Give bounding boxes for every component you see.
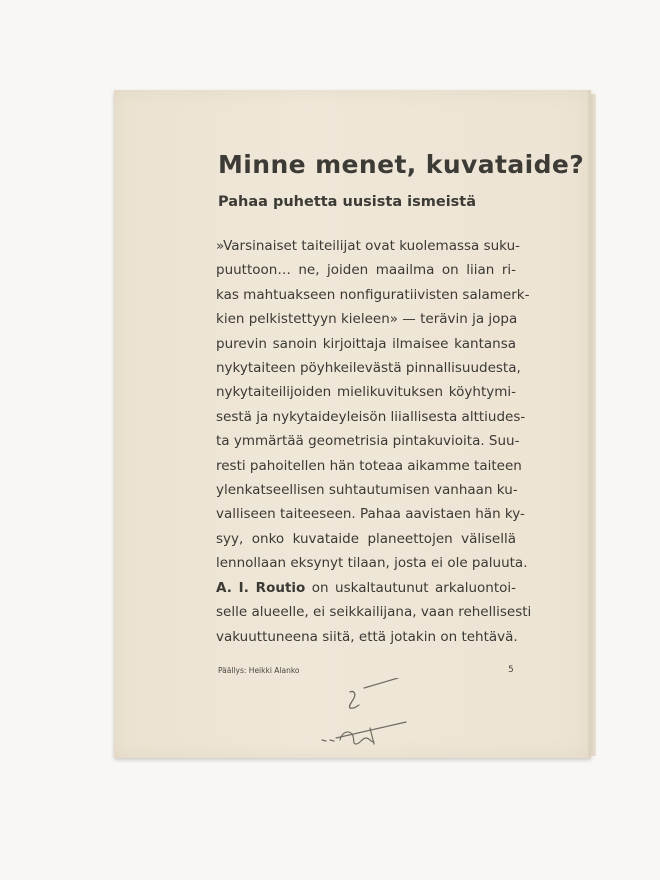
blurb-line: selle alueelle, ei seikkailijana, vaan rehellisesti	[216, 604, 532, 621]
blurb-line: syy, onko kuvataide planeettojen välisellä	[216, 530, 516, 547]
blurb-line-author	[216, 576, 516, 600]
blurb-line: valliseen taiteeseen. Pahaa aavistaen hän ky-	[216, 506, 525, 523]
blurb-line: ylenkatseellisen suhtautumisen vanhaan ku-	[216, 482, 518, 499]
page-number: 5	[508, 665, 514, 675]
blurb-line: kas mahtuakseen nonfiguratiivisten salamerk-	[216, 286, 530, 303]
blurb-line: ta ymmärtää geometrisia pintakuvioita. Suu-	[216, 433, 520, 450]
cover-subtitle: Pahaa puhetta uusista ismeistä	[218, 194, 477, 210]
cover-credit: Päällys: Heikki Alanko	[218, 666, 300, 675]
blurb-line: puuttoon… ne, joiden maailma on liian ri-	[216, 262, 516, 279]
page-edge	[590, 94, 596, 756]
blurb-line: sestä ja nykytaideyleisön liiallisesta alttiudes-	[216, 408, 526, 425]
blurb-line: nykytaiteen pöyhkeilevästä pinnallisuudesta,	[216, 360, 521, 377]
blurb-line: vakuuttuneena siitä, että jotakin on tehtävä.	[216, 628, 518, 645]
blurb-line: purevin sanoin kirjoittaja ilmaisee kantansa	[216, 335, 516, 352]
blurb-line: »Varsinaiset taiteilijat ovat kuolemassa suku-	[216, 238, 521, 254]
author-name: A. I. Routio	[216, 579, 306, 596]
cover-title: Minne menet, kuvataide?	[218, 150, 585, 179]
blurb-line: kien pelkistettyyn kieleen» — terävin ja jopa	[216, 311, 518, 328]
blurb-text	[216, 234, 532, 649]
author-line-rest: on uskaltautunut arkaluontoi-	[305, 579, 517, 596]
blurb-line: resti pahoitellen hän toteaa aikamme taiteen	[216, 457, 522, 474]
book-back-cover	[114, 90, 591, 758]
blurb-line: nykytaiteilijoiden mielikuvituksen köyhtymi-	[216, 384, 516, 401]
blurb-line: lennollaan eksynyt tilaan, josta ei ole paluuta.	[216, 555, 528, 572]
pencil-marks	[314, 678, 424, 758]
